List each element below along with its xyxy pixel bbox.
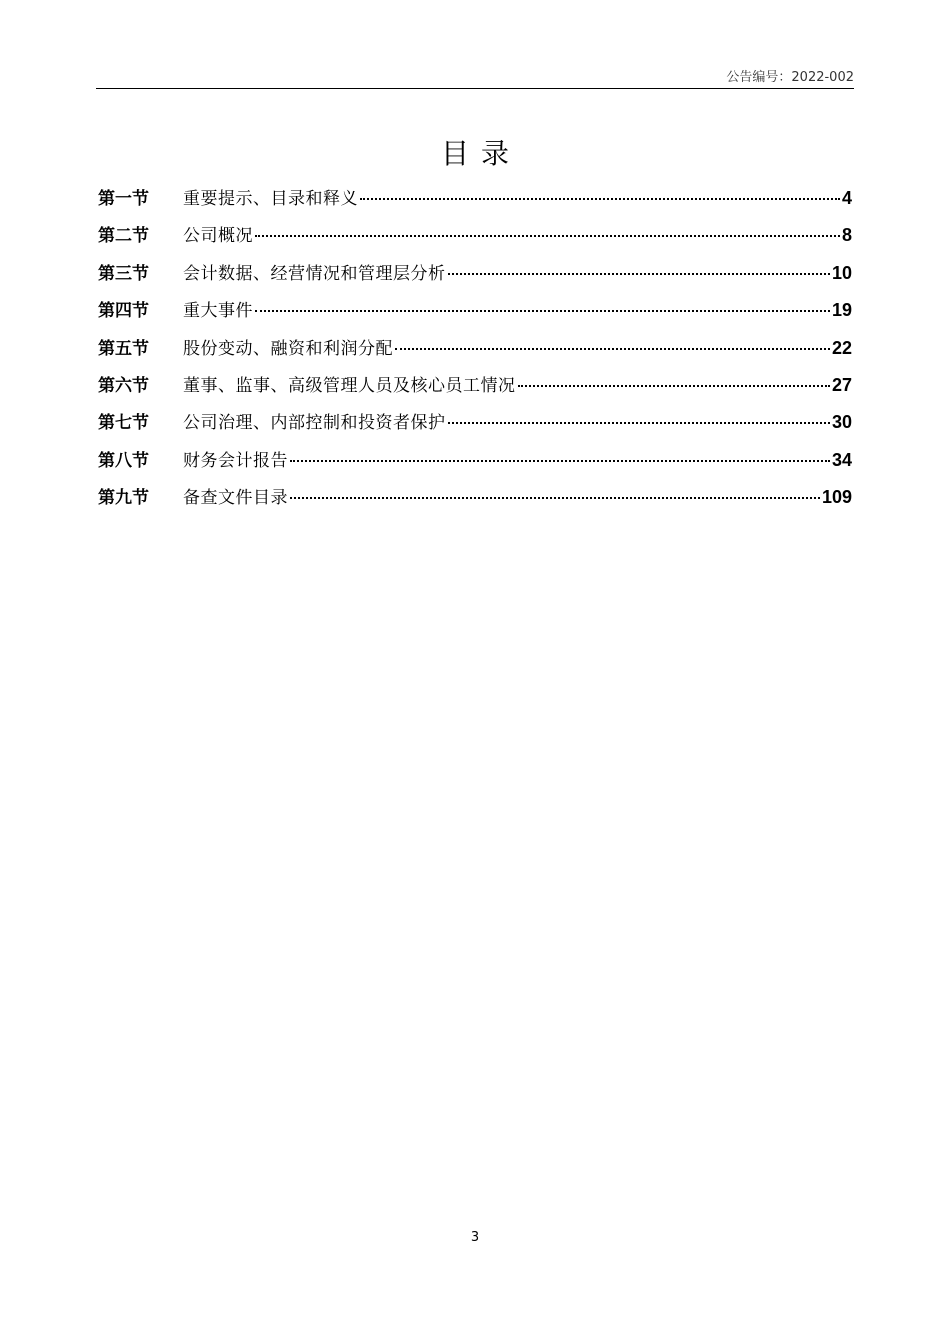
toc-entry-8[interactable] [98,444,852,481]
toc-entry-1[interactable] [98,182,852,219]
page-title: 目录 [440,137,521,170]
toc-page-number: 19 [831,300,852,321]
toc-page-number: 8 [841,225,852,246]
toc-leader-dots [290,497,820,499]
toc-entry-2[interactable] [98,219,852,256]
toc-leader-dots [395,348,830,350]
toc-section-label: 第六节 [98,375,149,396]
toc-title: 重大事件 [183,301,253,322]
toc-page-number: 22 [831,337,852,358]
toc-section-label: 第七节 [98,413,149,434]
toc-title: 公司概况 [183,226,253,247]
toc-entry-4[interactable] [98,294,852,331]
toc-title: 备查文件目录 [183,488,288,509]
toc-section-label: 第五节 [98,338,149,359]
toc-page-number: 109 [821,487,852,508]
toc-section-label: 第三节 [98,263,149,284]
toc-page-number: 34 [831,449,852,470]
header-divider [96,88,854,89]
page-number: 3 [470,1230,480,1245]
toc-page-number: 4 [841,188,852,208]
toc-title: 会计数据、经营情况和管理层分析 [183,263,446,284]
toc-entry-5[interactable] [98,332,852,369]
toc-entry-7[interactable] [98,406,852,443]
toc-leader-dots [255,310,830,312]
table-of-contents [98,182,852,519]
toc-leader-dots [518,385,830,387]
toc-title: 公司治理、内部控制和投资者保护 [183,413,446,434]
toc-leader-dots [448,422,830,424]
toc-title: 重要提示、目录和释义 [183,189,358,209]
toc-entry-6[interactable] [98,369,852,406]
toc-leader-dots [255,235,840,237]
toc-section-label: 第一节 [98,189,149,209]
toc-page-number: 30 [831,412,852,433]
toc-leader-dots [448,273,830,275]
toc-page-number: 27 [831,374,852,395]
toc-leader-dots [360,198,840,200]
toc-title: 董事、监事、高级管理人员及核心员工情况 [183,375,516,396]
toc-section-label: 第二节 [98,226,149,247]
toc-leader-dots [290,460,830,462]
toc-section-label: 第八节 [98,450,149,471]
toc-title: 股份变动、融资和利润分配 [183,338,393,359]
announcement-code: 公告编号：2022-002 [726,70,854,85]
toc-page-number: 10 [831,262,852,283]
toc-section-label: 第九节 [98,488,149,509]
toc-entry-3[interactable] [98,257,852,294]
toc-title: 财务会计报告 [183,450,288,471]
toc-entry-9[interactable] [98,481,852,518]
toc-section-label: 第四节 [98,301,149,322]
